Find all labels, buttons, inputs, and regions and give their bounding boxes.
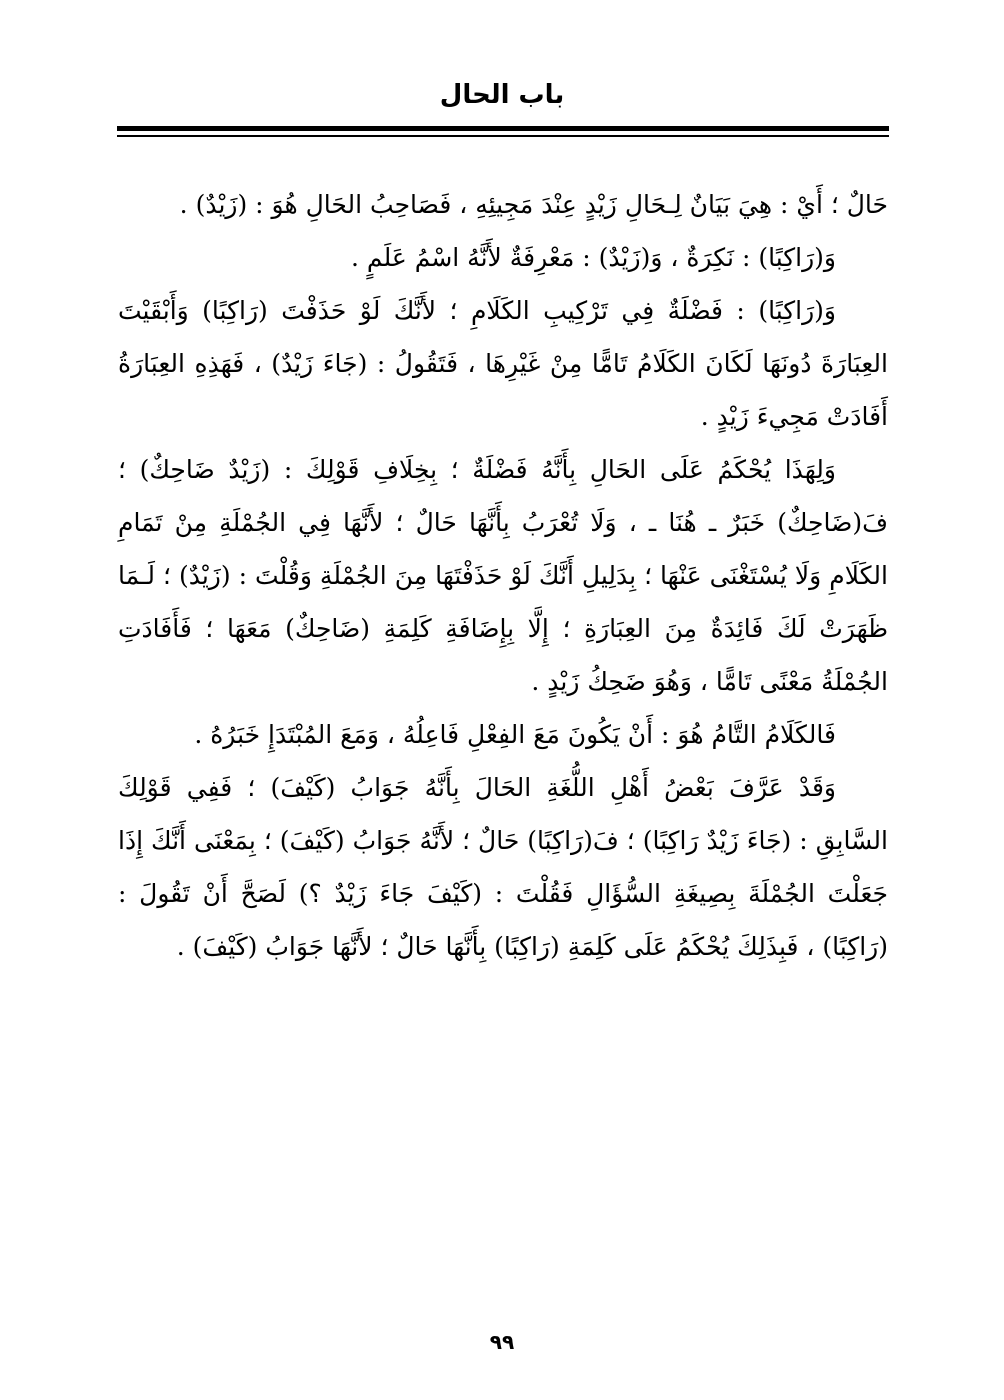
header-rule-thin (117, 135, 889, 137)
page-number: ٩٩ (489, 1330, 515, 1354)
paragraph: فَالكَلَامُ التَّامُ هُوَ : أَنْ يَكُونَ مَعَ الفِعْلِ فَاعِلُهُ ، وَمَعَ المُبْتَدَإِ خَبَرُهُ . (194, 720, 836, 749)
paragraph: وَلِهَذَا يُحْكَمُ عَلَى الحَالِ بِأَنَّهُ فَضْلَةٌ ؛ بِخِلَافِ قَوْلِكَ : (زَيْدٌ ضَاحِكٌ) ؛ فَ(ضَاحِكٌ) خَبَرٌ ـ هُنَا ـ ، وَلَا تُعْرَبُ بِأَنَّهَا حَالٌ ؛ لأَنَّهَا فِي الجُمْلَةِ مِنْ تَمَامِ الكَلَامِ وَلَا يُسْتَغْنَى عَنْهَا ؛ بِدَلِيلِ أَنَّكَ لَوْ حَذَفْتَهَا مِنَ الجُمْلَةِ وَقُلْتَ : (زَيْدٌ) ؛ لَـمَا ظَهَرَتْ لَكَ فَائِدَةٌ مِنَ العِبَارَةِ ؛ إِلَّا بِإِضَافَةِ كَلِمَةِ (ضَاحِكٌ) مَعَهَا ؛ فَأَفَادَتِ الجُمْلَةُ مَعْنًى تَامًّا ، وَهُوَ ضَحِكُ زَيْدٍ . (118, 455, 888, 696)
paragraph: وَ(رَاكِبًا) : فَضْلَةٌ فِي تَرْكِيبِ الكَلَامِ ؛ لأَنَّكَ لَوْ حَذَفْتَ (رَاكِبًا) وَأَبْقَيْتَ العِبَارَةَ دُونَهَا لَكَانَ الكَلَامُ تَامًّا مِنْ غَيْرِهَا ، فَتَقُولُ : (جَاءَ زَيْدٌ) ، فَهَذِهِ العِبَارَةُ أَفَادَتْ مَجِيءَ زَيْدٍ . (118, 296, 888, 431)
header-rule-thick (117, 126, 889, 131)
paragraph: وَ(رَاكِبًا) : نَكِرَةٌ ، وَ(زَيْدٌ) : مَعْرِفَةٌ لأَنَّهُ اسْمُ عَلَمٍ . (351, 243, 836, 272)
paragraph: وَقَدْ عَرَّفَ بَعْضُ أَهْلِ اللُّغَةِ الحَالَ بِأَنَّهُ جَوَابُ (كَيْفَ) ؛ فَفِي قَوْلِكَ السَّابِقِ : (جَاءَ زَيْدٌ رَاكِبًا) ؛ فَ(رَاكِبًا) حَالٌ ؛ لأَنَّهُ جَوَابُ (كَيْفَ) ؛ بِمَعْنَى أَنَّكَ إِذَا جَعَلْتَ الجُمْلَةَ بِصِيغَةِ السُّؤَالِ فَقُلْتَ : (كَيْفَ جَاءَ زَيْدٌ ؟) لَصَحَّ أَنْ تَقُولَ : (رَاكِبًا) ، فَبِذَلِكَ يُحْكَمُ عَلَى كَلِمَةِ (رَاكِبًا) بِأَنَّهَا حَالٌ ؛ لأَنَّهَا جَوَابُ (كَيْفَ) . (118, 773, 888, 961)
paragraph: حَالٌ ؛ أَيْ : هِيَ بَيَانٌ لِـحَالِ زَيْدٍ عِنْدَ مَجِيئِهِ ، فَصَاحِبُ الحَالِ هُوَ : (زَيْدٌ) . (179, 190, 888, 219)
chapter-title: باب الحال (439, 80, 565, 110)
body-text (118, 178, 888, 973)
